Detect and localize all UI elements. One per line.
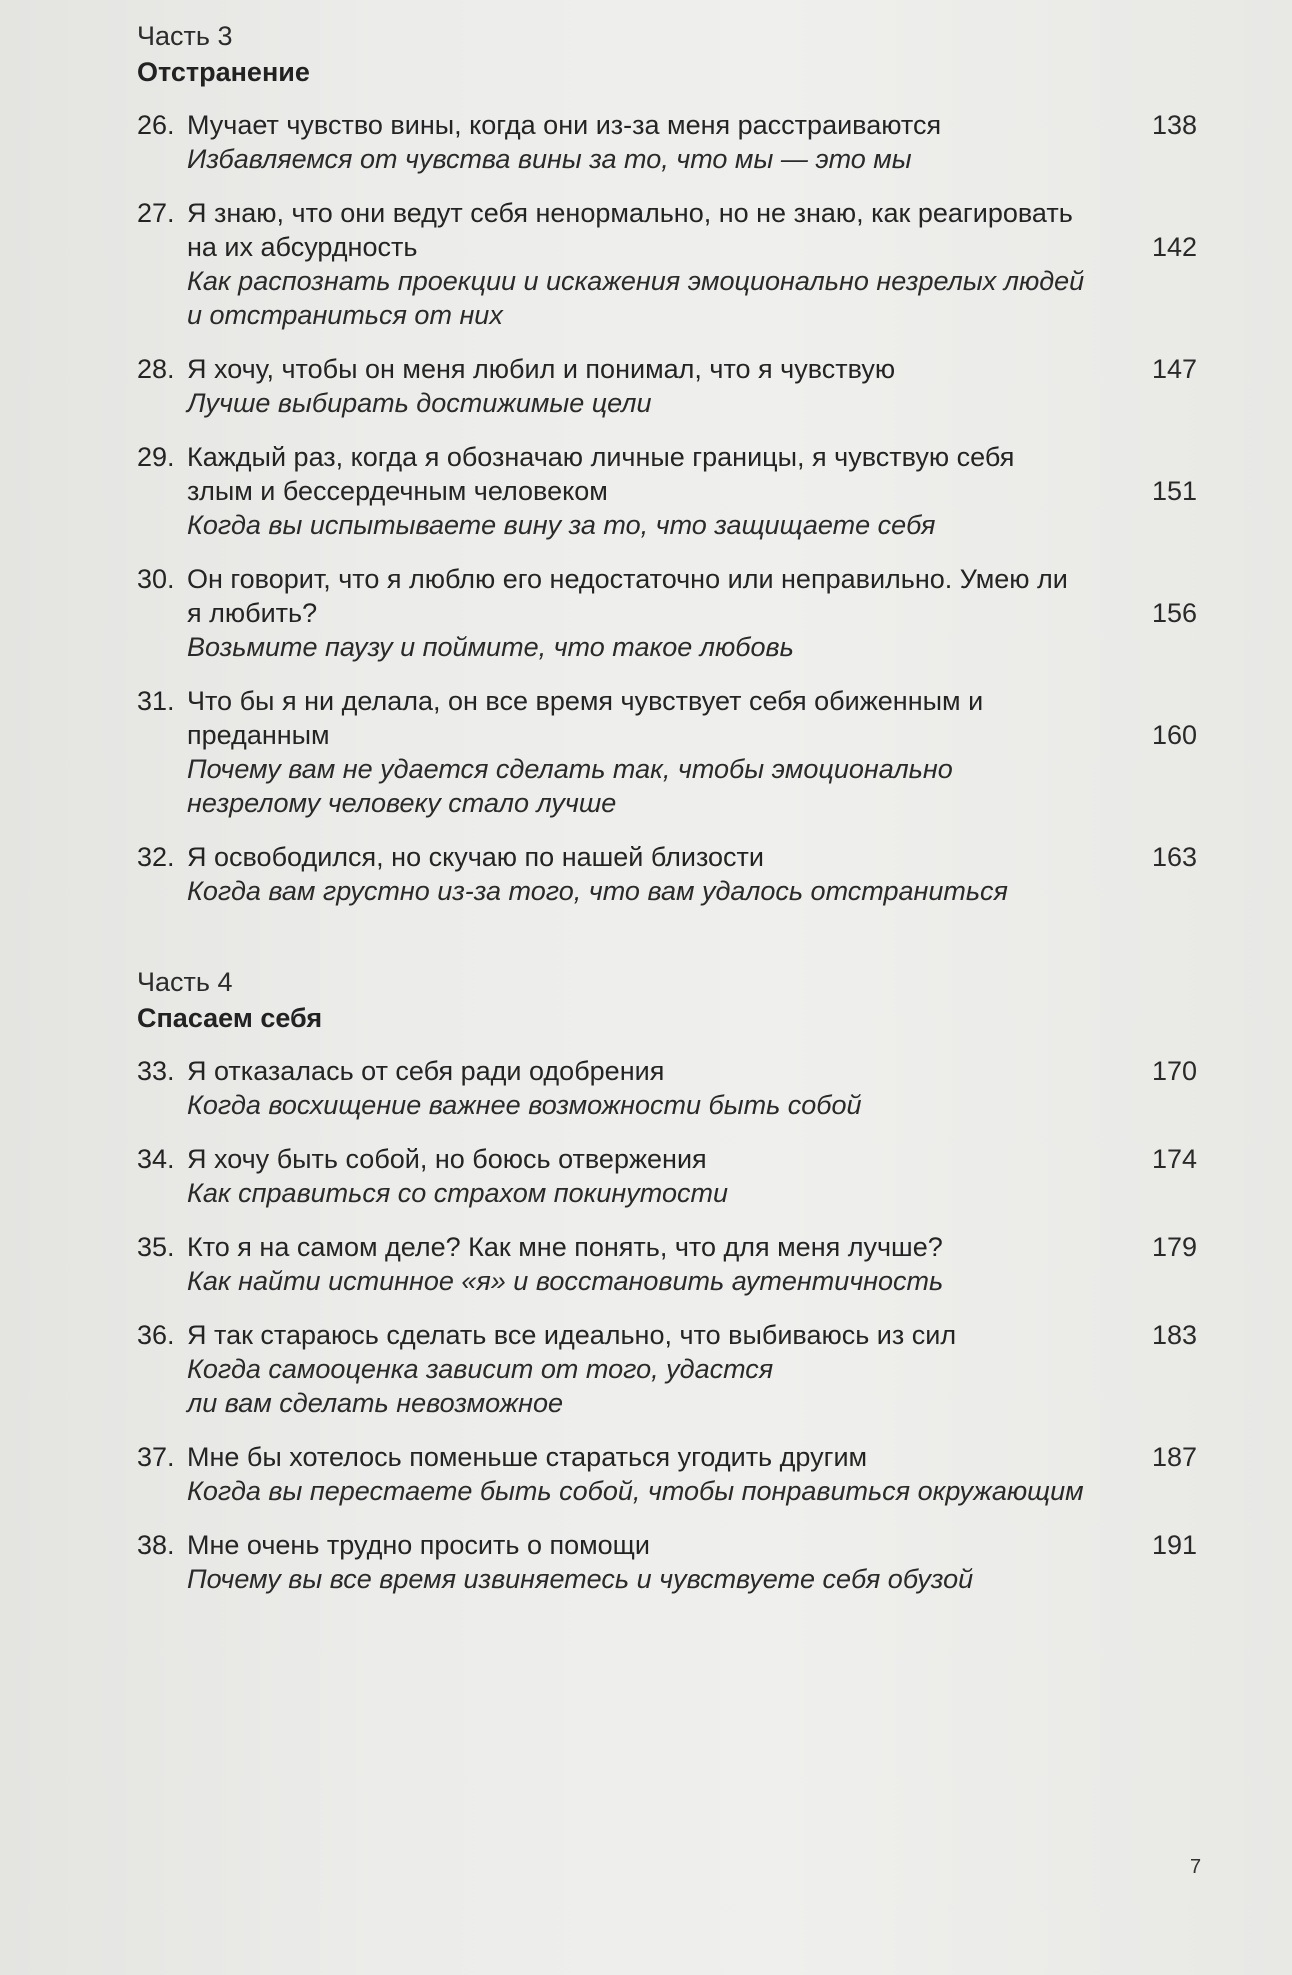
entry-page: 156: [1151, 598, 1197, 628]
toc-entry-37: [137, 1440, 1197, 1508]
part-spacer: [137, 928, 1197, 964]
entry-page: 170: [1151, 1056, 1197, 1086]
entry-title: Он говорит, что я люблю его недостаточно или неправильно. Умею ли я любить?: [187, 564, 1068, 628]
entry-title: Кто я на самом деле? Как мне понять, что для меня лучше?: [187, 1232, 943, 1262]
entry-title: Я освободился, но скучаю по нашей близости: [187, 842, 765, 872]
entry-page: 187: [1151, 1442, 1197, 1472]
entry-subtitle: Как распознать проекции и искажения эмоционально незрелых людей и отстраниться от них: [187, 266, 1085, 330]
entry-number: 35.: [137, 1232, 175, 1262]
part-title: Спасаем себя: [137, 1003, 323, 1033]
entry-subtitle: Когда восхищение важнее возможности быть собой: [187, 1090, 862, 1120]
toc-entry-28: [137, 352, 1197, 420]
page-number: 7: [1190, 1856, 1202, 1878]
entry-subtitle: Когда вы испытываете вину за то, что защищаете себя: [187, 510, 936, 540]
toc-entry-32: [137, 840, 1197, 908]
toc-entry-30: [137, 562, 1197, 664]
entry-page: 179: [1151, 1232, 1197, 1262]
entry-number: 36.: [137, 1320, 175, 1350]
entry-page: 151: [1151, 476, 1197, 506]
entry-title: Мне очень трудно просить о помощи: [187, 1530, 650, 1560]
entry-title: Я хочу быть собой, но боюсь отвержения: [187, 1144, 707, 1174]
entry-subtitle: Избавляемся от чувства вины за то, что мы — это мы: [187, 144, 912, 174]
toc-entry-27: [137, 196, 1197, 332]
entry-subtitle: Лучше выбирать достижимые цели: [187, 388, 652, 418]
entry-number: 33.: [137, 1056, 175, 1086]
entry-subtitle: Почему вы все время извиняетесь и чувствуете себя обузой: [187, 1564, 974, 1594]
toc-entry-29: [137, 440, 1197, 542]
toc-entry-31: [137, 684, 1197, 820]
entry-number: 30.: [137, 564, 175, 594]
entry-title: Мне бы хотелось поменьше стараться угодить другим: [187, 1442, 868, 1472]
entry-page: 147: [1151, 354, 1197, 384]
entry-number: 31.: [137, 686, 175, 716]
entry-title: Я так стараюсь сделать все идеально, что выбиваюсь из сил: [187, 1320, 957, 1350]
entry-page: 138: [1151, 110, 1197, 140]
toc-entry-33: [137, 1054, 1197, 1122]
part-title: Отстранение: [137, 57, 310, 87]
part-3: [137, 18, 1197, 908]
entry-number: 28.: [137, 354, 175, 384]
entry-page: 142: [1151, 232, 1197, 262]
part-4: [137, 964, 1197, 1596]
entry-title: Мучает чувство вины, когда они из-за меня расстраиваются: [187, 110, 942, 140]
entry-number: 37.: [137, 1442, 175, 1472]
part-label: Часть 4: [137, 967, 233, 997]
entry-title: Я отказалась от себя ради одобрения: [187, 1056, 665, 1086]
toc-entry-35: [137, 1230, 1197, 1298]
entry-page: 163: [1151, 842, 1197, 872]
entry-number: 38.: [137, 1530, 175, 1560]
toc-entry-36: [137, 1318, 1197, 1420]
table-of-contents: [137, 18, 1197, 1616]
entry-number: 32.: [137, 842, 175, 872]
entry-page: 174: [1151, 1144, 1197, 1174]
entry-subtitle: Как справиться со страхом покинутости: [187, 1178, 728, 1208]
part-label: Часть 3: [137, 21, 233, 51]
entry-number: 26.: [137, 110, 175, 140]
entry-title: Я хочу, чтобы он меня любил и понимал, что я чувствую: [187, 354, 896, 384]
toc-entry-34: [137, 1142, 1197, 1210]
entry-subtitle: Когда самооценка зависит от того, удастся ли вам сделать невозможное: [187, 1354, 774, 1418]
entry-number: 27.: [137, 198, 175, 228]
entry-title: Что бы я ни делала, он все время чувствует себя обиженным и преданным: [187, 686, 984, 750]
entry-subtitle: Как найти истинное «я» и восстановить аутентичность: [187, 1266, 944, 1296]
entry-subtitle: Когда вам грустно из-за того, что вам удалось отстраниться: [187, 876, 1008, 906]
entry-subtitle: Возьмите паузу и поймите, что такое любовь: [187, 632, 794, 662]
entry-title: Я знаю, что они ведут себя ненормально, но не знаю, как реагировать на их абсурдность: [187, 198, 1073, 262]
entry-number: 29.: [137, 442, 175, 472]
entry-page: 191: [1151, 1530, 1197, 1560]
entry-page: 160: [1151, 720, 1197, 750]
entry-page: 183: [1151, 1320, 1197, 1350]
entry-number: 34.: [137, 1144, 175, 1174]
entry-title: Каждый раз, когда я обозначаю личные границы, я чувствую себя злым и бессердечным человеком: [187, 442, 1015, 506]
toc-entry-26: [137, 108, 1197, 176]
entry-subtitle: Когда вы перестаете быть собой, чтобы понравиться окружающим: [187, 1476, 1084, 1506]
entry-subtitle: Почему вам не удается сделать так, чтобы эмоционально незрелому человеку стало лучше: [187, 754, 953, 818]
toc-entry-38: [137, 1528, 1197, 1596]
